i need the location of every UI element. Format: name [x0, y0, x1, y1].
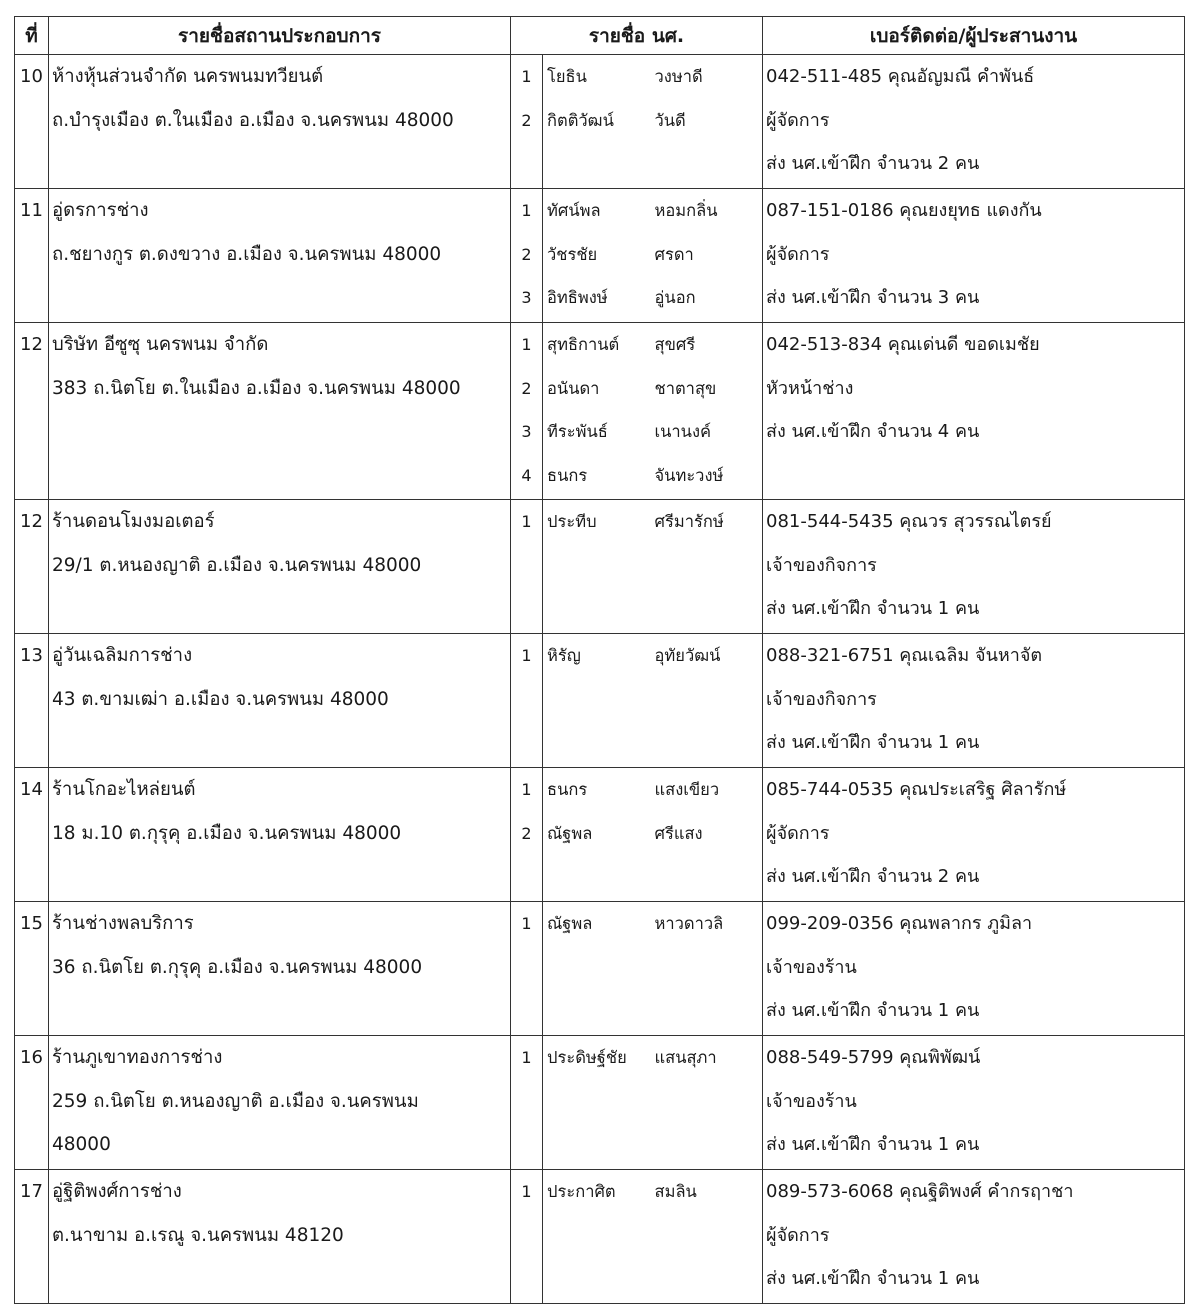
row-number-cell [15, 768, 49, 902]
student-last-name-cell [651, 768, 763, 902]
contact-position: เจ้าของร้าน [766, 956, 857, 978]
contact-cell [763, 55, 1185, 189]
company-cell [49, 323, 511, 500]
student-first-name: ณัฐพล [547, 823, 593, 843]
company-cell [49, 1170, 511, 1304]
company-name: ร้านดอนโมงมอเตอร์ [52, 511, 215, 532]
table-row [15, 634, 1185, 768]
header-student: รายชื่อ นศ. [511, 17, 763, 55]
student-first-name-cell [543, 323, 651, 500]
student-first-name: ธนกร [547, 465, 588, 485]
student-last-name-cell [651, 1170, 763, 1304]
row-number-cell [15, 189, 49, 323]
company-address: 29/1 ต.หนองญาติ อ.เมือง จ.นครพนม 48000 [52, 554, 422, 576]
contact-student-count: ส่ง นศ.เข้าฝึก จำนวน 3 คน [766, 287, 980, 308]
student-first-name: ณัฐพล [547, 914, 593, 933]
contact-phone-name: 081-544-5435 คุณวร สุวรรณไตรย์ [766, 511, 1052, 532]
student-index-cell [511, 500, 543, 634]
student-last-name: หอมกลิ่น [654, 201, 718, 220]
contact-phone-name: 087-151-0186 คุณยงยุทธ แดงกัน [766, 200, 1042, 221]
company-address: 48000 [52, 1134, 111, 1155]
student-index-cell [511, 55, 543, 189]
student-last-name: วันดี [654, 110, 686, 130]
student-index: 2 [521, 823, 532, 843]
student-index: 1 [521, 914, 532, 933]
company-address: ถ.ชยางกูร ต.ดงขวาง อ.เมือง จ.นครพนม 48000 [52, 243, 442, 265]
company-name: ร้านภูเขาทองการช่าง [52, 1047, 223, 1068]
contact-cell [763, 1170, 1185, 1304]
company-name: บริษัท อีซูซุ นครพนม จำกัด [52, 334, 269, 355]
contact-student-count: ส่ง นศ.เข้าฝึก จำนวน 1 คน [766, 732, 980, 753]
student-index-cell [511, 634, 543, 768]
student-last-name: ชาตาสุข [654, 378, 717, 398]
contact-position: ผู้จัดการ [766, 243, 830, 265]
student-first-name-cell [543, 55, 651, 189]
student-index-cell [511, 323, 543, 500]
student-first-name: ทีระพันธ์ [547, 422, 608, 441]
student-last-name: แสงเขียว [654, 780, 720, 799]
company-name: ร้านโกอะไหล่ยนต์ [52, 779, 196, 800]
row-number: 10 [20, 66, 43, 87]
student-first-name: วัชรชัย [547, 244, 598, 264]
student-index: 1 [521, 1182, 532, 1201]
student-index: 1 [521, 512, 532, 531]
contact-cell [763, 768, 1185, 902]
table-body [15, 55, 1185, 1304]
student-last-name-cell [651, 323, 763, 500]
contact-phone-name: 089-573-6068 คุณฐิติพงศ์ คำกรฤาชา [766, 1181, 1074, 1202]
student-first-name-cell [543, 902, 651, 1036]
contact-student-count: ส่ง นศ.เข้าฝึก จำนวน 4 คน [766, 421, 980, 442]
student-first-name: อิทธิพงษ์ [547, 288, 608, 307]
contact-cell [763, 634, 1185, 768]
contact-position: ผู้จัดการ [766, 1224, 830, 1246]
company-address: 43 ต.ขามเฒ่า อ.เมือง จ.นครพนม 48000 [52, 688, 389, 710]
contact-position: ผู้จัดการ [766, 109, 830, 131]
student-index: 4 [521, 465, 532, 485]
contact-cell [763, 323, 1185, 500]
header-company: รายชื่อสถานประกอบการ [49, 17, 511, 55]
student-index: 2 [521, 110, 532, 130]
student-index: 1 [521, 646, 532, 665]
contact-student-count: ส่ง นศ.เข้าฝึก จำนวน 2 คน [766, 153, 980, 174]
student-last-name: หาวดาวลิ [654, 914, 724, 933]
company-address: 36 ถ.นิตโย ต.กุรุคุ อ.เมือง จ.นครพนม 48000 [52, 956, 423, 978]
contact-phone-name: 088-321-6751 คุณเฉลิม จันหาจัต [766, 645, 1043, 666]
table-row [15, 768, 1185, 902]
row-number: 17 [20, 1181, 43, 1202]
company-name: อู่ดรการช่าง [52, 200, 149, 221]
contact-position: หัวหน้าช่าง [766, 377, 854, 399]
table-row [15, 1036, 1185, 1170]
student-last-name: วงษาดี [654, 67, 703, 86]
row-number: 14 [20, 779, 43, 800]
row-number-cell [15, 500, 49, 634]
internship-table [14, 16, 1185, 1304]
student-last-name: ศรีแสง [654, 823, 703, 843]
contact-position: ผู้จัดการ [766, 822, 830, 844]
student-first-name-cell [543, 768, 651, 902]
student-first-name-cell [543, 1170, 651, 1304]
row-number: 15 [20, 913, 43, 934]
company-address: ถ.บำรุงเมือง ต.ในเมือง อ.เมือง จ.นครพนม 48000 [52, 109, 454, 131]
table-row [15, 323, 1185, 500]
company-cell [49, 1036, 511, 1170]
document-sheet [14, 16, 1184, 1289]
table-row [15, 1170, 1185, 1304]
student-index-cell [511, 1170, 543, 1304]
student-last-name: อุทัยวัฒน์ [654, 646, 721, 665]
contact-cell [763, 1036, 1185, 1170]
student-last-name: เนานงค์ [654, 422, 712, 441]
table-row [15, 55, 1185, 189]
student-index: 1 [521, 335, 532, 354]
company-cell [49, 768, 511, 902]
student-first-name: กิตติวัฒน์ [547, 110, 614, 130]
company-address: ต.นาขาม อ.เรณู จ.นครพนม 48120 [52, 1224, 344, 1246]
row-number: 16 [20, 1047, 43, 1068]
row-number: 13 [20, 645, 43, 666]
student-last-name: อู่นอก [654, 288, 696, 307]
row-number-cell [15, 1170, 49, 1304]
header-no: ที่ [15, 17, 49, 55]
student-first-name: ประกาศิต [547, 1182, 616, 1201]
company-name: อู่วันเฉลิมการช่าง [52, 645, 193, 666]
student-index: 3 [521, 422, 532, 441]
student-first-name-cell [543, 189, 651, 323]
company-address: 18 ม.10 ต.กุรุคุ อ.เมือง จ.นครพนม 48000 [52, 822, 402, 844]
student-last-name: จันทะวงษ์ [654, 465, 724, 485]
company-name: ห้างหุ้นส่วนจำกัด นครพนมทวียนต์ [52, 66, 324, 87]
contact-student-count: ส่ง นศ.เข้าฝึก จำนวน 1 คน [766, 598, 980, 619]
contact-position: เจ้าของกิจการ [766, 554, 877, 576]
header-row [15, 17, 1185, 55]
student-last-name-cell [651, 634, 763, 768]
student-last-name: สุขศรี [654, 335, 696, 354]
student-index: 3 [521, 288, 532, 307]
table-row [15, 500, 1185, 634]
company-name: อู่ฐิติพงศ์การช่าง [52, 1181, 182, 1202]
student-last-name-cell [651, 189, 763, 323]
row-number: 12 [20, 334, 43, 355]
student-first-name: ประทีบ [547, 512, 597, 531]
student-index: 1 [521, 67, 532, 86]
student-last-name: สมลิน [654, 1182, 697, 1201]
student-first-name-cell [543, 500, 651, 634]
company-cell [49, 902, 511, 1036]
contact-position: เจ้าของกิจการ [766, 688, 877, 710]
row-number-cell [15, 634, 49, 768]
contact-cell [763, 189, 1185, 323]
student-last-name: ศรีมารักษ์ [654, 512, 724, 531]
student-last-name-cell [651, 1036, 763, 1170]
company-address: 383 ถ.นิตโย ต.ในเมือง อ.เมือง จ.นครพนม 48000 [52, 377, 461, 399]
student-first-name-cell [543, 1036, 651, 1170]
student-last-name-cell [651, 902, 763, 1036]
student-first-name: ทัศน์พล [547, 201, 601, 220]
contact-student-count: ส่ง นศ.เข้าฝึก จำนวน 2 คน [766, 866, 980, 887]
student-first-name-cell [543, 634, 651, 768]
table-row [15, 902, 1185, 1036]
student-index: 2 [521, 244, 532, 264]
student-index-cell [511, 902, 543, 1036]
student-last-name: แสนสุภา [654, 1048, 717, 1067]
student-index: 1 [521, 1048, 532, 1067]
row-number: 12 [20, 511, 43, 532]
student-index-cell [511, 1036, 543, 1170]
student-index-cell [511, 768, 543, 902]
company-cell [49, 500, 511, 634]
student-last-name: ศรดา [654, 244, 694, 264]
student-index: 1 [521, 780, 532, 799]
contact-phone-name: 042-513-834 คุณเด่นดี ขอดเมชัย [766, 334, 1040, 355]
student-first-name: อนันดา [547, 378, 600, 398]
student-first-name: โยธิน [547, 67, 587, 86]
contact-phone-name: 099-209-0356 คุณพลากร ภูมิลา [766, 913, 1033, 934]
header-contact: เบอร์ติดต่อ/ผู้ประสานงาน [763, 17, 1185, 55]
row-number-cell [15, 1036, 49, 1170]
contact-student-count: ส่ง นศ.เข้าฝึก จำนวน 1 คน [766, 1268, 980, 1289]
student-first-name: สุทธิกานต์ [547, 335, 620, 354]
contact-phone-name: 088-549-5799 คุณพิพัฒน์ [766, 1047, 981, 1068]
company-cell [49, 55, 511, 189]
table-row [15, 189, 1185, 323]
student-first-name: ประดิษฐ์ชัย [547, 1048, 627, 1067]
row-number-cell [15, 55, 49, 189]
contact-position: เจ้าของร้าน [766, 1090, 857, 1112]
student-index: 2 [521, 378, 532, 398]
contact-phone-name: 085-744-0535 คุณประเสริฐ ศิลารักษ์ [766, 779, 1067, 800]
student-index-cell [511, 189, 543, 323]
student-last-name-cell [651, 500, 763, 634]
student-last-name-cell [651, 55, 763, 189]
contact-cell [763, 500, 1185, 634]
contact-student-count: ส่ง นศ.เข้าฝึก จำนวน 1 คน [766, 1000, 980, 1021]
company-cell [49, 634, 511, 768]
row-number: 11 [20, 200, 43, 221]
company-address: 259 ถ.นิตโย ต.หนองญาติ อ.เมือง จ.นครพนม [52, 1090, 419, 1112]
contact-cell [763, 902, 1185, 1036]
row-number-cell [15, 323, 49, 500]
company-name: ร้านช่างพลบริการ [52, 913, 194, 934]
row-number-cell [15, 902, 49, 1036]
student-index: 1 [521, 201, 532, 220]
student-first-name: หิรัญ [547, 646, 581, 665]
student-first-name: ธนกร [547, 780, 588, 799]
company-cell [49, 189, 511, 323]
contact-phone-name: 042-511-485 คุณอัญมณี คำพันธ์ [766, 66, 1035, 87]
contact-student-count: ส่ง นศ.เข้าฝึก จำนวน 1 คน [766, 1134, 980, 1155]
